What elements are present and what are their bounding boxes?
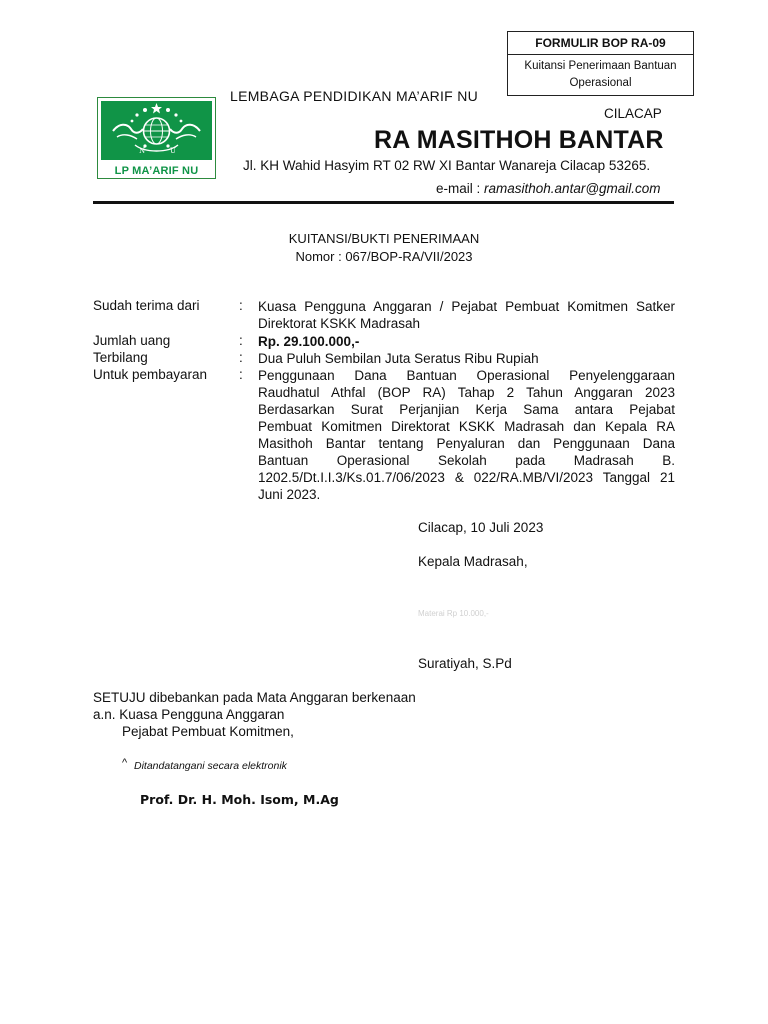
signature-place-date: Cilacap, 10 Juli 2023 xyxy=(418,520,544,535)
amount-colon: : xyxy=(239,333,243,348)
signature-role: Kepala Madrasah, xyxy=(418,554,528,569)
school-name: RA MASITHOH BANTAR xyxy=(374,126,664,154)
approval-official-title: Pejabat Pembuat Komitmen, xyxy=(122,724,294,739)
signatory-name: Suratiyah, S.Pd xyxy=(418,656,512,671)
purpose-line: Bantuan Operasional Sekolah pada Madrasah B. xyxy=(258,453,675,468)
letterhead-divider xyxy=(93,201,674,204)
school-address: Jl. KH Wahid Hasyim RT 02 RW XI Bantar Wanareja Cilacap 53265. xyxy=(243,158,651,173)
form-code: FORMULIR BOP RA-09 xyxy=(508,32,693,55)
organization-city: CILACAP xyxy=(604,106,662,121)
logo-emblem xyxy=(101,101,212,160)
lp-maarif-nu-logo xyxy=(97,97,216,179)
esign-caret: ^ xyxy=(122,757,128,769)
nu-globe-icon xyxy=(101,101,212,160)
email-address[interactable]: ramasithoh.antar@gmail.com xyxy=(484,181,661,196)
in-words-colon: : xyxy=(239,350,243,365)
stamp-duty-note: Materai Rp 10.000,- xyxy=(418,609,489,618)
approving-official-name: Prof. Dr. H. Moh. Isom, M.Ag xyxy=(140,792,339,807)
form-subtitle-line1: Kuitansi Penerimaan Bantuan xyxy=(524,60,677,72)
document-number: Nomor : 067/BOP-RA/VII/2023 xyxy=(295,249,473,264)
purpose-line: Juni 2023. xyxy=(258,487,321,502)
purpose-line: Pembuat Komitmen Direktorat KSKK Madrasah dan Kepala RA xyxy=(258,419,675,434)
received-from-line2: Direktorat KSKK Madrasah xyxy=(258,316,421,331)
received-from-label: Sudah terima dari xyxy=(93,298,200,313)
purpose-line: Raudhatul Athfal (BOP RA) Tahap 2 Tahun Anggaran 2023 xyxy=(258,385,675,400)
purpose-value xyxy=(258,367,675,503)
logo-label: LP MA’ARIF NU xyxy=(114,165,199,177)
received-from-colon: : xyxy=(239,298,243,313)
email-label: e-mail : xyxy=(436,181,485,196)
electronic-signature-note: Ditandatangani secara elektronik xyxy=(134,760,287,772)
school-email xyxy=(436,181,661,196)
amount-label: Jumlah uang xyxy=(93,333,171,348)
purpose-line: Berdasarkan Surat Perjanjian Kerja Sama antara Pejabat xyxy=(258,402,675,417)
amount-value: Rp. 29.100.000,- xyxy=(258,334,360,349)
in-words-label: Terbilang xyxy=(93,350,148,365)
purpose-line: Penggunaan Dana Bantuan Operasional Penyelenggaraan xyxy=(258,368,675,383)
in-words-value: Dua Puluh Sembilan Juta Seratus Ribu Rupiah xyxy=(258,351,539,366)
svg-text:N: N xyxy=(139,147,146,155)
received-from-line1: Kuasa Pengguna Anggaran / Pejabat Pembuat Komitmen Satker xyxy=(258,299,675,314)
purpose-line: 1202.5/Dt.I.I.3/Ks.01.7/06/2023 & 022/RA.MB/VI/2023 Tanggal 21 xyxy=(258,470,675,485)
approval-statement: SETUJU dibebankan pada Mata Anggaran berkenaan xyxy=(93,690,416,705)
svg-text:U: U xyxy=(170,147,176,155)
purpose-label: Untuk pembayaran xyxy=(93,367,208,382)
form-code-box xyxy=(507,31,694,96)
approval-on-behalf: a.n. Kuasa Pengguna Anggaran xyxy=(93,707,285,722)
form-subtitle-line2: Operasional xyxy=(569,77,632,89)
document-title: KUITANSI/BUKTI PENERIMAAN xyxy=(288,231,480,246)
purpose-line: Masithoh Bantar tentang Penyaluran dan Penggunaan Dana xyxy=(258,436,675,451)
form-subtitle xyxy=(508,55,693,92)
received-from-value xyxy=(258,298,675,332)
organization-name: LEMBAGA PENDIDIKAN MA’ARIF NU xyxy=(230,88,479,104)
purpose-colon: : xyxy=(239,367,243,382)
